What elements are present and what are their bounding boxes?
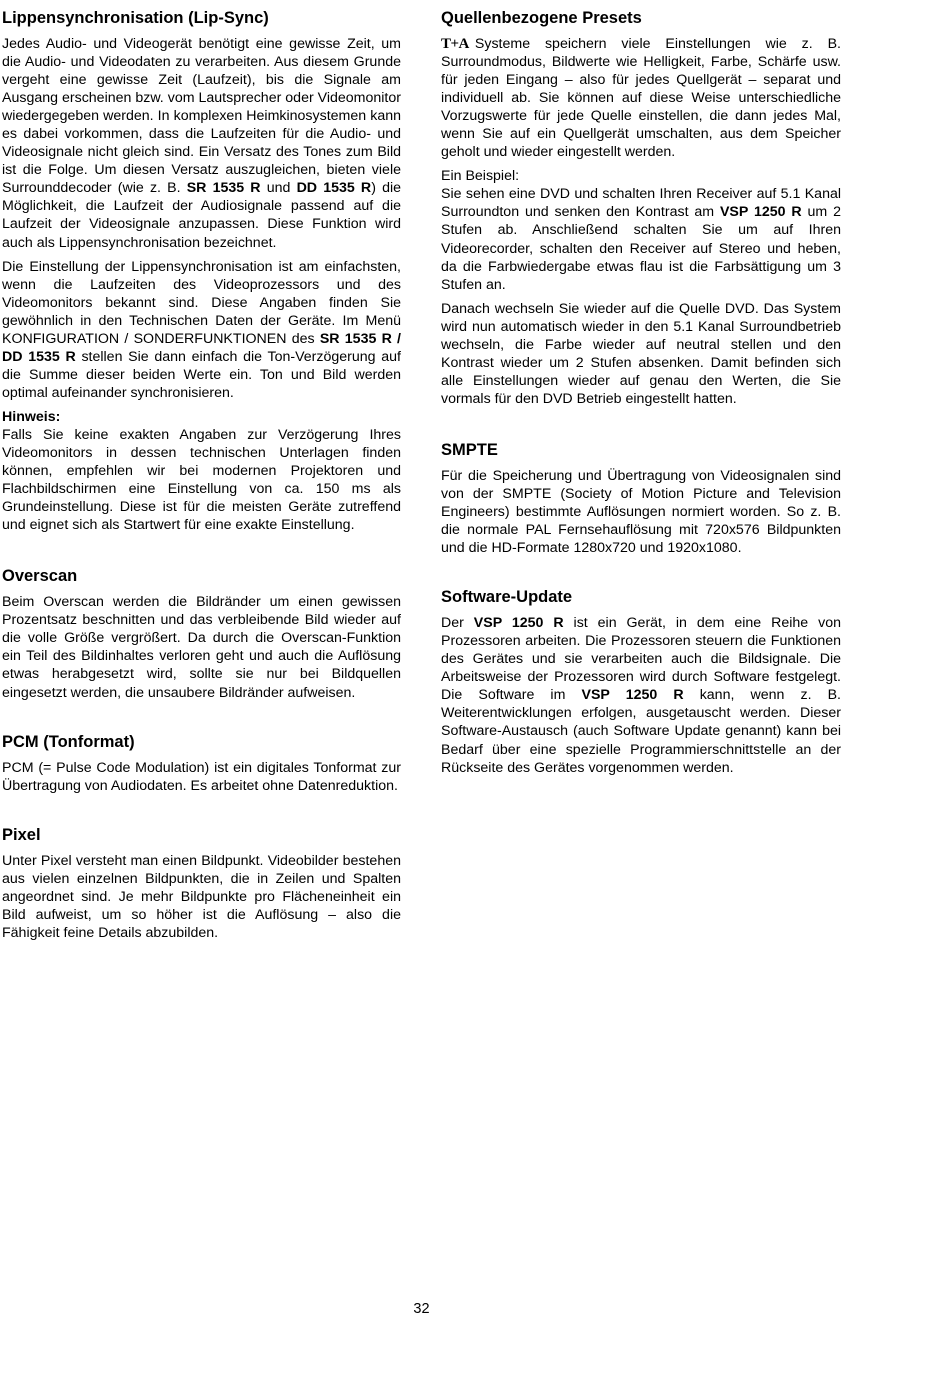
section-title-software-update: Software-Update bbox=[441, 588, 573, 607]
section-overscan bbox=[2, 566, 401, 701]
section-pixel bbox=[2, 825, 401, 942]
paragraph-pcm: PCM (= Pulse Code Modulation) ist ein digitales Tonformat zur Übertragung von Audiodaten. Es arbeitet ohne Datenreduktion. bbox=[2, 759, 401, 794]
example-label: Ein Beispiel: bbox=[441, 168, 520, 185]
left-column bbox=[2, 8, 401, 948]
paragraph-overscan: Beim Overscan werden die Bildränder um einen gewissen Prozentsatz beschnitten und das verbleibende Bild wieder auf die volle Größe vergrößert. Da durch die Overscan-Funktion ein Teil des Bildinhaltes verloren geht und auch die Auflösung etwas herabgesetzt wird, sollte sie nur bei Bildquellen eingesetzt werden, die unsaubere Bildränder aufweisen. bbox=[2, 594, 401, 701]
model-name: SR 1535 R bbox=[186, 180, 261, 197]
right-column bbox=[441, 8, 841, 783]
model-name: DD 1535 R bbox=[2, 348, 76, 365]
paragraph-presets-2: Sie sehen eine DVD und schalten Ihren Receiver auf 5.1 Kanal Surroundton und senken den Kontrast am VSP 1250 R um 2 Stufen ab. Anschließend schalten Sie um auf Ihren Videorecorder, schalten den Receiver auf Stereo und heben, da die Farbwiedergabe etwas flau ist die Farbsättigung um 3 Stufen an. bbox=[441, 186, 842, 293]
paragraph-pixel: Unter Pixel versteht man einen Bildpunkt. Videobilder bestehen aus vielen einzelnen Bildpunkten, die in Zeilen und Spalten angeordnet sind. Je mehr Bildpunkte pro Flächeneinheit ein Bild aufweist, um so höher ist die Auflösung – also die Fähigkeit feine Details abzubilden. bbox=[2, 852, 401, 941]
section-title-pixel: Pixel bbox=[2, 825, 41, 844]
ta-logo: T+A bbox=[441, 36, 469, 52]
section-title-smpte: SMPTE bbox=[441, 440, 498, 459]
section-title-overscan: Overscan bbox=[2, 567, 78, 586]
section-smpte bbox=[441, 440, 841, 557]
paragraph-smpte: Für die Speicherung und Übertragung von Videosignalen sind von der SMPTE (Society of Motion Picture and Television Engineers) bestimmte Auflösungen normiert worden. So z. B. die normale PAL Fernsehauflösung mit 720x576 Bildpunkten und die HD-Formate 1280x720 und 1920x1080. bbox=[441, 467, 841, 557]
section-title-presets: Quellenbezogene Presets bbox=[441, 9, 642, 27]
page-number: 32 bbox=[413, 1301, 430, 1317]
section-title-lipsync: Lippensynchronisation (Lip-Sync) bbox=[2, 9, 269, 27]
section-pcm bbox=[2, 732, 401, 795]
model-name: SR 1535 R bbox=[319, 330, 392, 347]
section-lipsync bbox=[2, 8, 401, 534]
section-software-update bbox=[441, 587, 841, 776]
model-name: VSP 1250 R bbox=[719, 204, 802, 221]
note-text: Falls Sie keine exakten Angaben zur Verzögerung Ihres Videomonitors in dessen technischen Unterlagen finden können, empfehlen wir bei modernen Projektoren und Flachbildschirmen eine Einstellung von ca. 150 ms als Grundeinstellung. Diese ist für die meisten Geräte zutreffend und eignet sich als Startwert für eine exakte Einstellung. bbox=[2, 426, 401, 534]
model-name: DD 1535 R bbox=[296, 180, 372, 197]
section-title-pcm: PCM (Tonformat) bbox=[2, 732, 135, 751]
paragraph-presets-3: Danach wechseln Sie wieder auf die Quelle DVD. Das System wird nun automatisch wieder in den 5.1 Kanal Surroundbetrieb wechseln, die Farbe wieder auf neutral stellen und den Kontrast wieder um 2 Stufen absenken. Damit befinden sich alle Einstellungen wieder auf genau den Werten, die Sie vormals für den DVD Betrieb eingestellt hatten. bbox=[441, 300, 841, 407]
model-name: VSP 1250 R bbox=[473, 615, 564, 632]
paragraph-presets-1: T+A Systeme speichern viele Einstellungen wie z. B. Surroundmodus, Bildwerte wie Helligkeit, Farbe, Schärfe usw. für jeden Eingang – also für jedes Quellgerät – separat und individuell ab. Sie können auf diese Weise unterschiedliche Vorzugswerte für jede Quelle einstellen, die dann jedes Mal, wenn Sie auf ein Quellgerät umschalten, aus dem Speicher geholt und wieder eingestellt werden. bbox=[441, 36, 841, 161]
section-presets bbox=[441, 8, 841, 408]
model-name: VSP 1250 R bbox=[581, 687, 684, 704]
paragraph-lipsync-2: Die Einstellung der Lippensynchronisation ist am einfachsten, wenn die Laufzeiten des Videoprozessors und des Videomonitors bekannt sind. Diese Angaben finden Sie gewöhnlich in den Technischen Daten der Geräte. Im Menü KONFIGURATION / SONDERFUNKTIONEN des SR 1535 R / DD 1535 R stellen Sie dann einfach die Ton-Verzögerung auf die Summe dieser beiden Werte ein. Ton und Bild werden optimal aufeinander synchronisieren. bbox=[2, 258, 402, 401]
paragraph-lipsync-1: Jedes Audio- und Videogerät benötigt eine gewisse Zeit, um die Audio- und Videodaten zu verarbeiten. Aus diesem Grunde vergeht eine gewisse Zeit (Laufzeit), bis die Signale am Ausgang erscheinen bzw. vom Lautsprecher oder Videomonitor wiedergegeben werden. In komplexen Heimkinosystemen kann es dabei vorkommen, dass die Laufzeiten für die Audio- und Videosignale nicht gleich sind. Ein Versatz des Tones zum Bild ist die Folge. Um diesen Versatz auszugleichen, bieten viele Surrounddecoder (wie z. B. SR 1535 R und DD 1535 R) die Möglichkeit, die Laufzeit der Audiosignale passend auf die Laufzeit der Videosignale anzupassen. Diese Funktion wird auch als Lippensynchronisation bezeichnet. bbox=[2, 36, 402, 251]
paragraph-software-update: Der VSP 1250 R ist ein Gerät, in dem eine Reihe von Prozessoren arbeiten. Die Prozessoren steuern die Funktionen des Gerätes und sie verarbeiten auch die Bildsignale. Die Arbeitsweise der Prozessoren wird durch Software festgelegt. Die Software im VSP 1250 R kann, wenn z. B. Weiterentwicklungen erfolgen, ausgetauscht werden. Dieser Software-Austausch (auch Software Update genannt) kann bei Bedarf über eine spezielle Programmierschnittstelle an der Rückseite des Gerätes vorgenommen werden. bbox=[441, 615, 841, 776]
note-title: Hinweis: bbox=[2, 408, 61, 425]
